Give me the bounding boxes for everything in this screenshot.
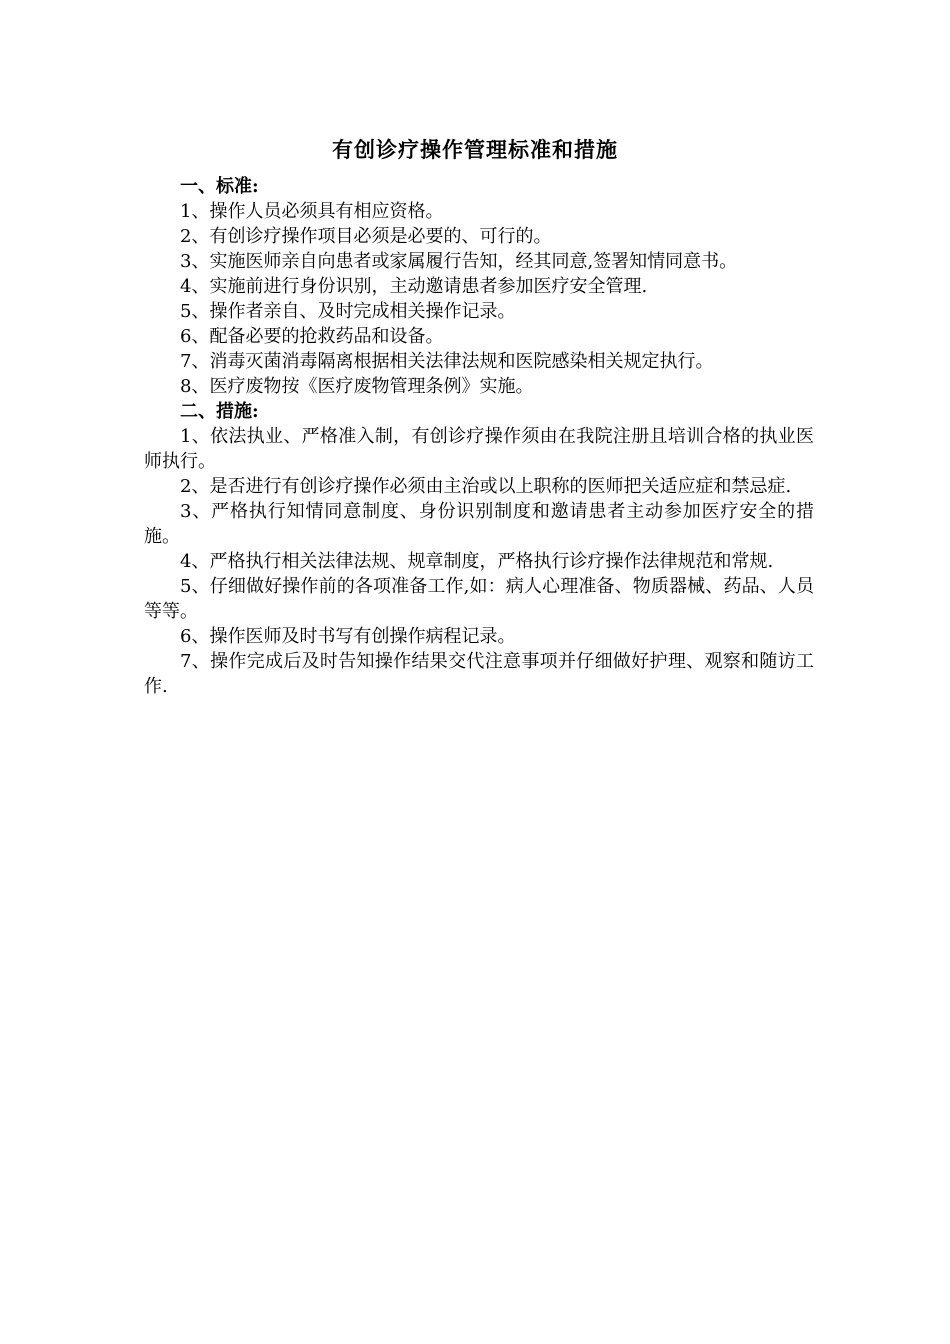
list-item: 4、实施前进行身份识别，主动邀请患者参加医疗安全管理.	[180, 276, 648, 297]
list-item: 2、有创诊疗操作项目必须是必要的、可行的。	[180, 226, 552, 247]
list-item: 1、依法执业、严格准入制，有创诊疗操作须由在我院注册且培训合格的执业医师执行。	[144, 426, 814, 472]
list-item: 5、操作者亲自、及时完成相关操作记录。	[180, 301, 516, 322]
section-heading: 二、措施:	[180, 401, 259, 422]
list-item: 7、操作完成后及时告知操作结果交代注意事项并仔细做好护理、观察和随访工作.	[144, 651, 814, 697]
list-item: 8、医疗废物按《医疗废物管理条例》实施。	[180, 376, 534, 397]
list-item: 3、严格执行知情同意制度、身份识别制度和邀请患者主动参加医疗安全的措施。	[144, 501, 814, 547]
section-standards	[144, 174, 814, 399]
section-heading: 一、标准:	[180, 176, 259, 197]
list-item: 1、操作人员必须具有相应资格。	[180, 201, 444, 222]
document-title: 有创诊疗操作管理标准和措施	[332, 137, 618, 162]
document-body	[144, 174, 814, 699]
list-item: 2、是否进行有创诊疗操作必须由主治或以上职称的医师把关适应症和禁忌症.	[180, 476, 792, 497]
list-item: 6、操作医师及时书写有创操作病程记录。	[180, 626, 516, 647]
list-item: 4、严格执行相关法律法规、规章制度，严格执行诊疗操作法律规范和常规.	[180, 551, 774, 572]
list-item: 7、消毒灭菌消毒隔离根据相关法律法规和医院感染相关规定执行。	[180, 351, 714, 372]
list-item: 6、配备必要的抢救药品和设备。	[180, 326, 444, 347]
list-item: 5、仔细做好操作前的各项准备工作,如：病人心理准备、物质器械、药品、人员等等。	[144, 576, 814, 622]
section-measures	[144, 399, 814, 699]
list-item: 3、实施医师亲自向患者或家属履行告知，经其同意,签署知情同意书。	[180, 251, 738, 272]
